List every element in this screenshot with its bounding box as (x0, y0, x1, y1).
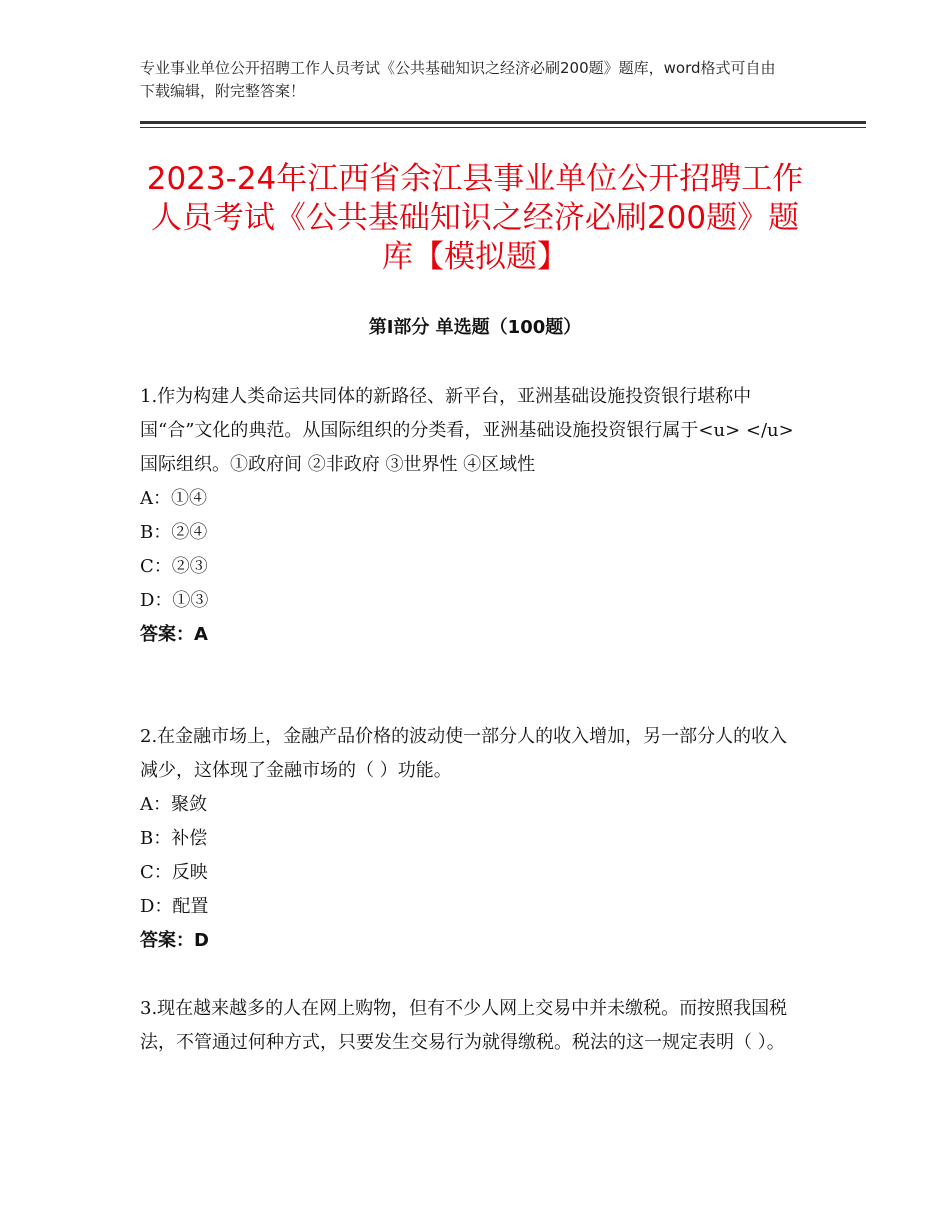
header-divider-thin (140, 127, 866, 128)
option-d: D：①③ (140, 590, 209, 611)
option-c: C：反映 (140, 862, 208, 883)
answer-label: 答案：D (140, 930, 209, 951)
document-title: 2023-24年江西省余江县事业单位公开招聘工作人员考试《公共基础知识之经济必刷200题》题库【模拟题】 (146, 161, 804, 275)
header-note: 专业事业单位公开招聘工作人员考试《公共基础知识之经济必刷200题》题库，word格式可自由下载编辑，附完整答案！ (140, 59, 776, 100)
option-a: A：聚敛 (140, 794, 207, 815)
question-stem: 2.在金融市场上，金融产品价格的波动使一部分人的收入增加，另一部分人的收入减少，这体现了金融市场的（ ）功能。 (140, 726, 788, 781)
question-3 (140, 992, 800, 1060)
option-c: C：②③ (140, 556, 208, 577)
option-d: D：配置 (140, 896, 209, 917)
question-stem: 1.作为构建人类命运共同体的新路径、新平台，亚洲基础设施投资银行堪称中国“合”文化的典范。从国际组织的分类看，亚洲基础设施投资银行属于<u> </u>国际组织。①政府间 ②非政府 ③世界性 ④区域性 (140, 386, 794, 475)
question-1 (140, 380, 800, 652)
option-a: A：①④ (140, 488, 207, 509)
question-2 (140, 720, 800, 958)
answer-label: 答案：A (140, 624, 208, 645)
option-b: B：补偿 (140, 828, 208, 849)
option-b: B：②④ (140, 522, 208, 543)
section-heading: 第Ⅰ部分 单选题（100题） (368, 317, 582, 338)
header-divider-thick (140, 121, 866, 124)
question-stem: 3.现在越来越多的人在网上购物，但有不少人网上交易中并未缴税。而按照我国税法，不管通过何种方式，只要发生交易行为就得缴税。税法的这一规定表明（ ）。 (140, 998, 788, 1053)
